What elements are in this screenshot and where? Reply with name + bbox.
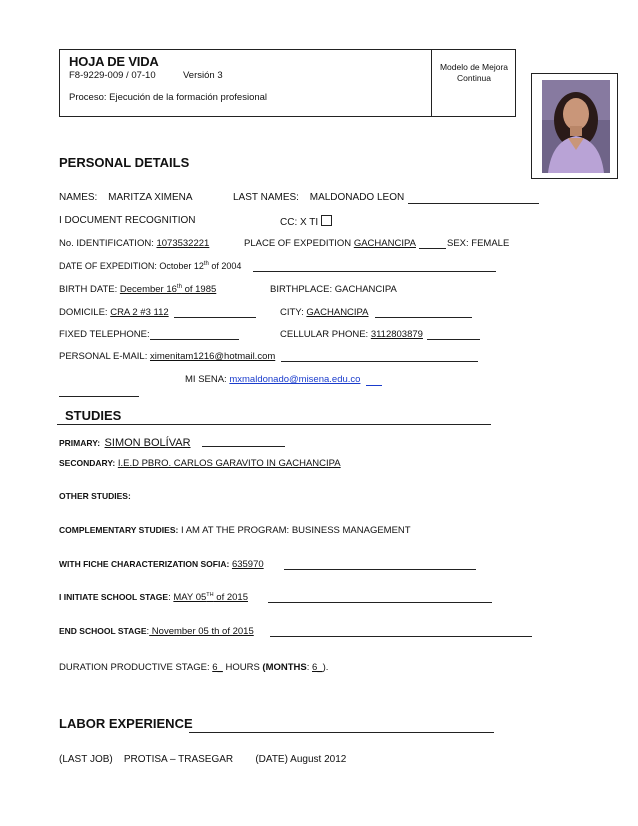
domicile-label: DOMICILE: — [59, 307, 108, 318]
birthplace-label: BIRTHPLACE: GACHANCIPA — [270, 284, 397, 295]
place-expedition-row — [244, 238, 416, 249]
last-job-row: (LAST JOB) PROTISA – TRASEGAR (DATE) August 2012 — [59, 754, 347, 765]
fixed-phone-underline — [150, 339, 239, 340]
header-right-line2: Continua — [456, 73, 492, 83]
duration-a: DURATION PRODUCTIVE STAGE: — [59, 662, 213, 673]
place-exp-value: GACHANCIPA — [353, 238, 416, 249]
complementary-row — [59, 525, 411, 536]
secondary-row — [59, 458, 341, 469]
short-divider — [59, 396, 139, 397]
birth-value: December 16 — [119, 284, 177, 296]
secondary-label: SECONDARY: — [59, 458, 116, 468]
section-personal-details: PERSONAL DETAILS — [59, 155, 190, 170]
sena-email-link[interactable]: mxmaldonado@misena.edu.co — [229, 374, 361, 385]
domicile-row — [59, 307, 169, 318]
header-divider — [431, 49, 432, 117]
doc-process: Proceso: Ejecución de la formación profesional — [69, 92, 268, 103]
primary-row — [59, 433, 191, 451]
profile-photo — [542, 80, 610, 173]
ti-checkbox — [321, 215, 332, 226]
names-value: MARITZA XIMENA — [108, 192, 193, 203]
fiche-value: 635970 — [231, 559, 264, 570]
date-exp-sup: th — [203, 261, 209, 267]
last-names-underline — [408, 203, 539, 204]
birth-label: BIRTH DATE: — [59, 284, 118, 296]
end-value: November 05 th of 2015 — [149, 626, 254, 637]
duration-months: 6_ — [312, 662, 323, 673]
initiate-row: I INITIATE SCHOOL STAGE: MAY 05TH of 2015 — [59, 592, 248, 604]
section-studies: STUDIES — [65, 408, 122, 423]
other-studies-label: OTHER STUDIES: — [59, 491, 131, 501]
city-row — [280, 307, 369, 318]
email-value[interactable]: ximenitam1216@hotmail.com — [149, 351, 276, 362]
initiate-year: of 2015 — [213, 592, 248, 604]
date-expedition-row — [59, 261, 241, 271]
doc-version: Versión 3 — [183, 70, 223, 81]
doc-recognition-label: I DOCUMENT RECOGNITION — [59, 215, 196, 226]
end-label: END SCHOOL STAGE — [59, 626, 147, 636]
names-label: NAMES: — [59, 192, 98, 203]
duration-months-label: (MONTHS — [262, 662, 307, 673]
place-exp-label: PLACE OF EXPEDITION — [244, 238, 352, 249]
initiate-label: I INITIATE SCHOOL STAGE — [59, 592, 169, 603]
names-row — [59, 192, 193, 203]
primary-value: SIMON BOLÍVAR — [104, 437, 191, 449]
primary-label: PRIMARY: — [59, 438, 101, 448]
duration-hours: 6_ — [212, 662, 223, 673]
fiche-label: WITH FICHE CHARACTERIZATION SOFIA: — [59, 559, 230, 569]
id-value: 1073532221 — [156, 238, 210, 249]
last-names-row — [233, 192, 404, 203]
initiate-value: MAY 05 — [173, 592, 207, 604]
fixed-phone-label: FIXED TELEPHONE: — [59, 329, 150, 340]
header-right-line1: Modelo de Mejora — [439, 62, 509, 72]
end-row: END SCHOOL STAGE: November 05 th of 2015 — [59, 626, 254, 637]
primary-underline — [202, 446, 285, 447]
domicile-value: CRA 2 #3 112 — [110, 307, 169, 318]
place-exp-underline — [419, 248, 446, 249]
birth-value-wrap — [120, 284, 216, 295]
complementary-value: I AM AT THE PROGRAM: BUSINESS MANAGEMENT — [180, 525, 411, 536]
cell-underline — [427, 339, 480, 340]
domicile-underline — [174, 317, 256, 318]
labor-rule — [189, 732, 494, 733]
email-row — [59, 351, 275, 362]
cell-row — [280, 329, 423, 340]
header-right-text — [433, 62, 515, 84]
email-label: PERSONAL E-MAIL: — [59, 351, 148, 362]
studies-rule — [57, 424, 491, 425]
date-exp-year: of 2004 — [208, 261, 242, 271]
sena-underline — [366, 385, 382, 386]
initiate-underline — [268, 602, 492, 603]
id-label: No. IDENTIFICATION: — [59, 238, 154, 249]
fiche-underline — [284, 569, 476, 570]
doc-type-row — [280, 215, 332, 228]
birth-date-row — [59, 284, 216, 295]
last-names-label: LAST NAMES: — [233, 192, 299, 203]
duration-g: ). — [322, 662, 329, 673]
sex-label: SEX: FEMALE — [447, 238, 510, 249]
date-exp-label: DATE OF EXPEDITION: October 12 — [59, 261, 204, 271]
sena-label: MI SENA: — [185, 374, 227, 385]
sena-row — [185, 374, 360, 385]
complementary-label: COMPLEMENTARY STUDIES: — [59, 525, 179, 535]
date-exp-underline — [253, 271, 496, 272]
cell-label: CELLULAR PHONE: — [280, 329, 369, 340]
cell-value: 3112803879 — [370, 329, 423, 340]
birth-sup: th — [176, 284, 182, 290]
initiate-value-wrap — [173, 592, 248, 603]
duration-e: : — [306, 662, 313, 673]
city-label: CITY: — [280, 307, 304, 318]
fiche-row — [59, 559, 264, 570]
email-underline — [281, 361, 478, 362]
duration-c: HOURS — [222, 662, 263, 673]
end-underline — [270, 636, 532, 637]
identification-row — [59, 238, 209, 249]
city-underline — [375, 317, 472, 318]
section-labor-experience: LABOR EXPERIENCE — [59, 716, 193, 731]
birth-year: of 1985 — [181, 284, 217, 296]
secondary-value: I.E.D PBRO. CARLOS GARAVITO IN GACHANCIPA — [117, 458, 341, 469]
doc-title: HOJA DE VIDA — [69, 54, 159, 69]
last-names-value: MALDONADO LEON — [309, 192, 405, 203]
duration-row — [59, 662, 328, 673]
city-value: GACHANCIPA — [306, 307, 369, 318]
doc-code: F8-9229-009 / 07-10 — [69, 70, 156, 81]
cc-ti-label: CC: X TI — [280, 217, 319, 228]
initiate-sup: TH — [206, 592, 214, 598]
